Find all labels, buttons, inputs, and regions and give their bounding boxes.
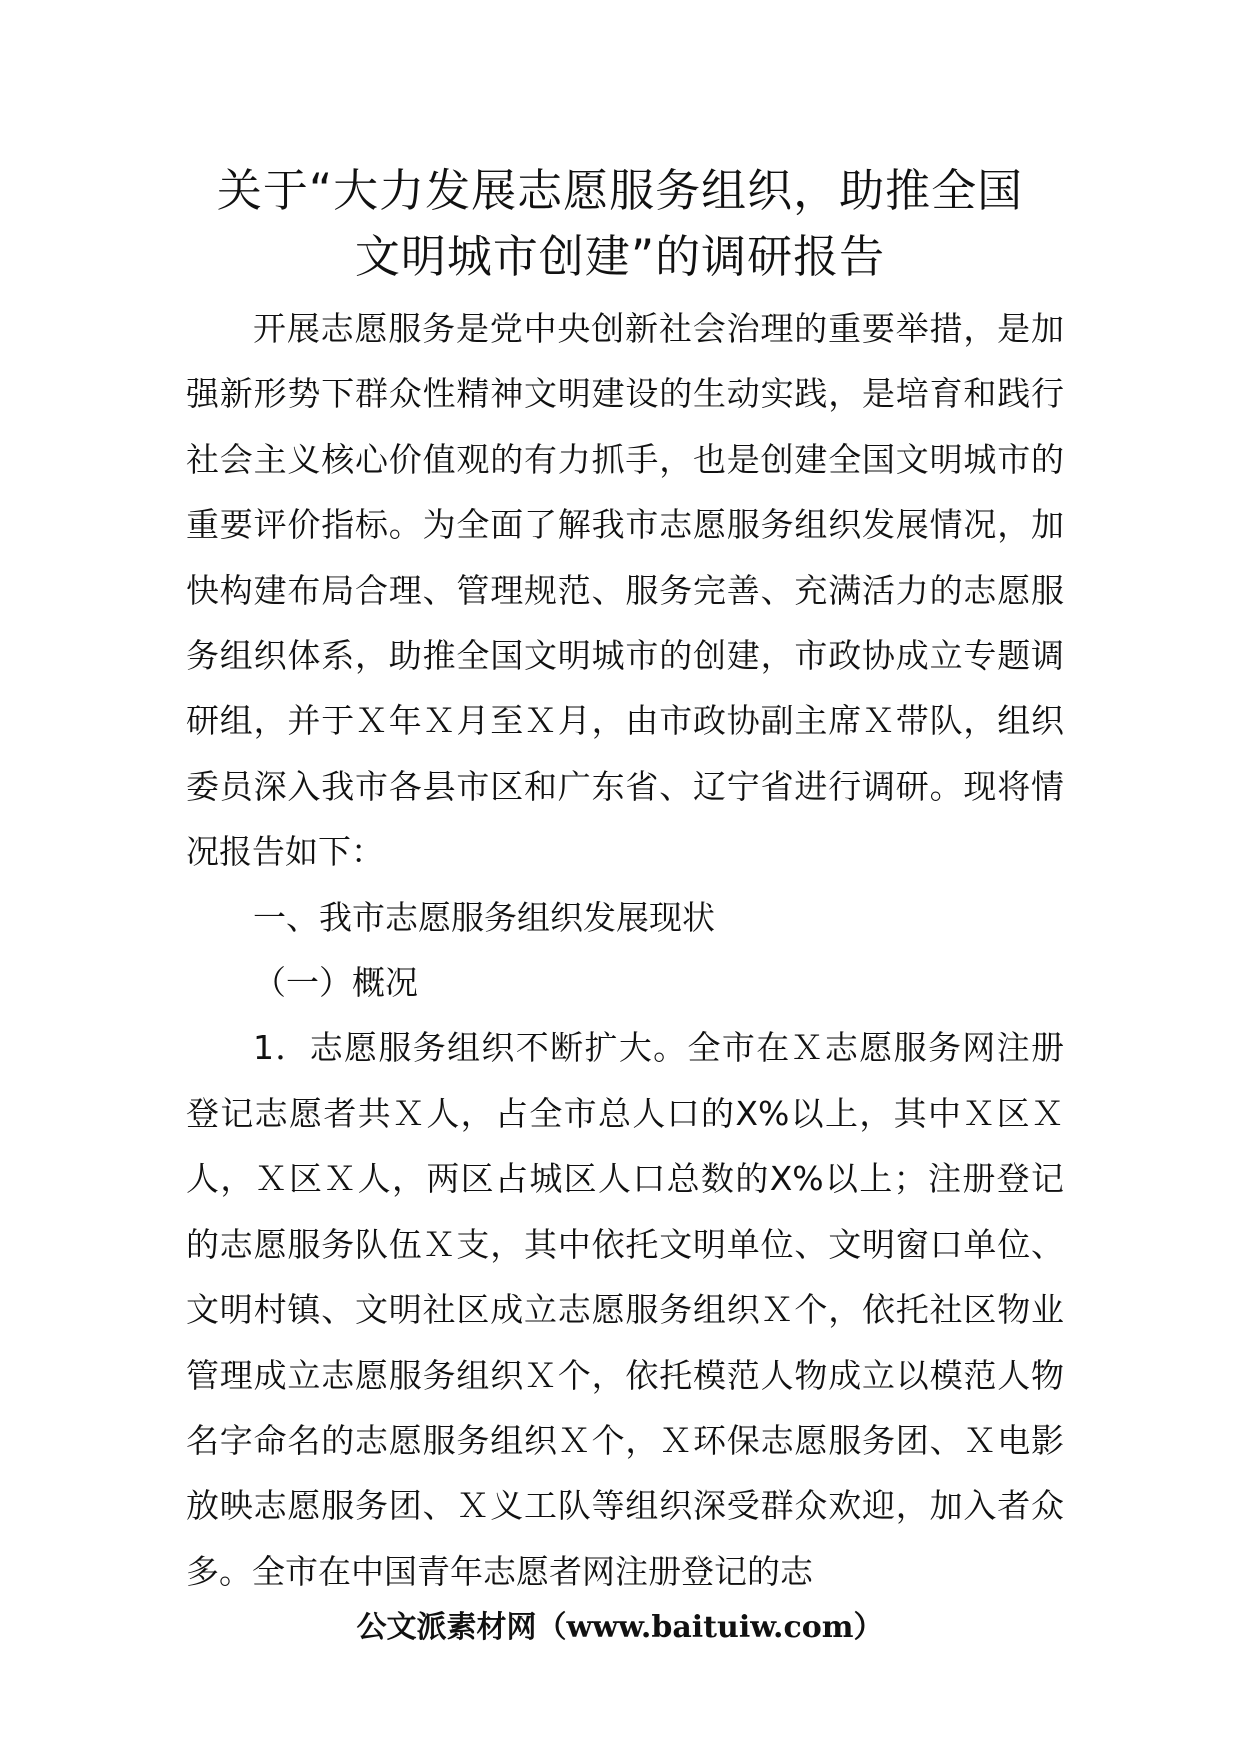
footer-watermark: 公文派素材网（www.baituiw.com） — [356, 1610, 884, 1645]
document-body — [186, 296, 1064, 1604]
intro-paragraph: 开展志愿服务是党中央创新社会治理的重要举措，是加强新形势下群众性精神文明建设的生动实践，是培育和践行社会主义核心价值观的有力抓手，也是创建全国文明城市的重要评价指标。为全面了解我市志愿服务组织发展情况，加快构建布局合理、管理规范、服务完善、充满活力的志愿服务组织体系，助推全国文明城市的创建，市政协成立专题调研组，并于Ｘ年Ｘ月至Ｘ月，由市政协副主席Ｘ带队，组织委员深入我市各县市区和广东省、辽宁省进行调研。现将情况报告如下： — [186, 309, 1064, 872]
document-title — [150, 158, 1090, 290]
document-title-line-2: 文明城市创建”的调研报告 — [354, 230, 886, 283]
section-heading-1: 一、我市志愿服务组织发展现状 — [253, 897, 715, 937]
body-paragraph-1: 1．志愿服务组织不断扩大。全市在Ｘ志愿服务网注册登记志愿者共Ｘ人，占全市总人口的X%以上，其中Ｘ区Ｘ人，Ｘ区Ｘ人，两区占城区人口总数的X%以上；注册登记的志愿服务队伍Ｘ支，其中依托文明单位、文明窗口单位、文明村镇、文明社区成立志愿服务组织Ｘ个，依托社区物业管理成立志愿服务组织Ｘ个，依托模范人物成立以模范人物名字命名的志愿服务组织Ｘ个，Ｘ环保志愿服务团、Ｘ电影放映志愿服务团、Ｘ义工队等组织深受群众欢迎，加入者众多。全市在中国青年志愿者网注册登记的志 — [186, 1028, 1064, 1591]
subsection-heading-1-1: （一）概况 — [253, 963, 418, 1003]
document-title-line-1: 关于“大力发展志愿服务组织，助推全国 — [216, 164, 1024, 217]
